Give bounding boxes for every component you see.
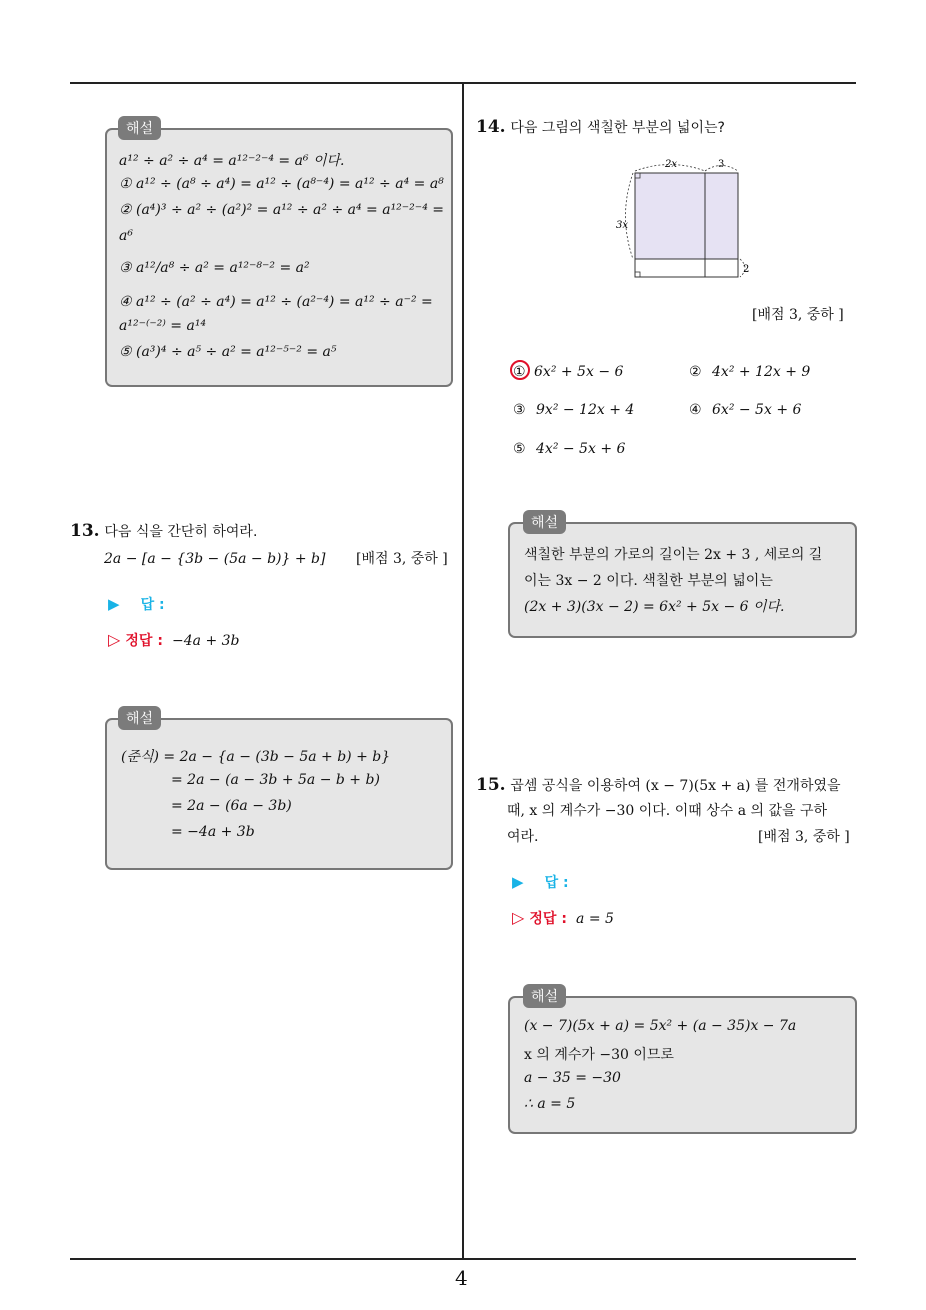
q14-choice-5[interactable] [513,441,625,457]
q12-line-8: ⑤ (a³)⁴ ÷ a⁵ ÷ a² = a¹²⁻⁵⁻² = a⁵ [119,344,337,360]
q15-correct-label: 정답 : [529,911,567,927]
play-icon: ▶ [512,873,524,891]
q15-meta: [배점 3, 중하 ] [758,829,850,845]
q15-explanation-box [508,996,857,1134]
q14-expl-2: 이는 3x − 2 이다. 색칠한 부분의 넓이는 [524,573,773,589]
q12-explanation-box [105,128,453,387]
q15-expl-3: a − 35 = −30 [524,1070,621,1086]
q15-correct-row [512,908,614,928]
q15-prompt-2: 때, x 의 계수가 −30 이다. 이때 상수 a 의 값을 구하 [507,803,828,819]
choice-mark: ⑤ [513,441,526,457]
q13-work-4: = −4a + 3b [171,824,255,840]
shaded-region [635,173,738,259]
q14-explanation-box [508,522,857,638]
q14-choice-1[interactable] [513,364,623,380]
outline-triangle-icon: ▷ [512,908,525,927]
q15-number: 15. [476,775,506,795]
q12-line-3: ② (a⁴)³ ÷ a² ÷ (a²)² = a¹² ÷ a² ÷ a⁴ = a¹²⁻²⁻⁴ = [119,202,444,218]
q12-line-4: a⁶ [119,228,133,244]
q12-line-1: a¹² ÷ a² ÷ a⁴ = a¹²⁻²⁻⁴ = a⁶ 이다. [119,153,345,169]
column-divider [462,84,464,1260]
choice-text: 6x² − 5x + 6 [712,402,802,418]
q12-line-6: ④ a¹² ÷ (a² ÷ a⁴) = a¹² ÷ (a²⁻⁴) = a¹² ÷ a⁻² = [119,294,433,310]
q13-work-3: = 2a − (6a − 3b) [171,798,292,814]
choice-mark: ④ [689,402,702,418]
page-number: 4 [455,1266,468,1290]
q13-meta: [배점 3, 중하 ] [356,551,448,567]
q14-choice-2[interactable] [689,364,810,380]
bottom-strip [635,259,738,277]
q13-correct-row [108,630,240,650]
q15-prompt-3: 여라. [507,829,539,845]
q14-number: 14. [476,117,506,137]
q13-prompt: 다음 식을 간단히 하여라. [104,524,258,540]
q15-prompt-1: 곱셈 공식을 이용하여 (x − 7)(5x + a) 를 전개하였을 [510,778,841,794]
label-right: 2 [743,264,750,275]
choice-text: 6x² + 5x − 6 [534,364,624,380]
label-top-right: 3 [718,159,725,170]
choice-text: 4x² + 12x + 9 [712,364,811,380]
q13-answer-row [108,594,165,614]
play-icon: ▶ [108,595,120,613]
label-left: 3x [616,220,629,231]
label-top-left: 2x [665,159,678,170]
q12-line-5: ③ a¹²/a⁸ ÷ a² = a¹²⁻⁸⁻² = a² [119,260,310,276]
q14-choice-3[interactable] [513,402,634,418]
q12-line-2: ① a¹² ÷ (a⁸ ÷ a⁴) = a¹² ÷ (a⁸⁻⁴) = a¹² ÷ a⁴ = a⁸ [119,176,444,192]
q15-explanation-tag: 해설 [523,984,566,1008]
q12-line-7: a¹²⁻⁽⁻²⁾ = a¹⁴ [119,318,207,334]
bottom-rule [70,1258,856,1260]
choice-mark: ② [689,364,702,380]
q13-number: 13. [70,521,100,541]
q14-explanation-tag: 해설 [523,510,566,534]
q15-expl-2: x 의 계수가 −30 이므로 [524,1047,674,1063]
q14-expl-3: (2x + 3)(3x − 2) = 6x² + 5x − 6 이다. [524,599,785,615]
q14-meta: [배점 3, 중하 ] [752,307,844,323]
q15-header [476,772,841,799]
choice-mark: ③ [513,402,526,418]
q14-header [476,114,725,141]
q15-answer-row [512,872,569,892]
q13-work-2: = 2a − (a − 3b + 5a − b + b) [171,772,380,788]
q13-expression: 2a − [a − {3b − (5a − b)} + b] [104,551,326,567]
q15-expl-1: (x − 7)(5x + a) = 5x² + (a − 35)x − 7a [524,1018,797,1034]
q14-prompt: 다음 그림의 색칠한 부분의 넓이는? [510,120,725,136]
q13-answer-label: 답 : [140,597,165,613]
choice-text: 9x² − 12x + 4 [536,402,635,418]
q14-figure [610,156,760,286]
q15-correct-value: a = 5 [576,911,614,927]
q15-answer-label: 답 : [544,875,569,891]
q13-header [70,518,257,545]
q15-expl-4: ∴ a = 5 [524,1096,576,1112]
q13-explanation-box [105,718,453,870]
choice-mark: ① [513,364,526,380]
q12-explanation-tag: 해설 [118,116,161,140]
q13-explanation-tag: 해설 [118,706,161,730]
q13-correct-label: 정답 : [125,633,163,649]
q14-expl-1: 색칠한 부분의 가로의 길이는 2x + 3 , 세로의 길 [524,547,823,563]
q13-work-1: (준식) = 2a − {a − (3b − 5a + b) + b} [121,749,391,765]
left-brace [626,173,634,259]
q13-correct-value: −4a + 3b [172,633,240,649]
choice-text: 4x² − 5x + 6 [536,441,626,457]
q14-choice-4[interactable] [689,402,801,418]
outline-triangle-icon: ▷ [108,630,121,649]
